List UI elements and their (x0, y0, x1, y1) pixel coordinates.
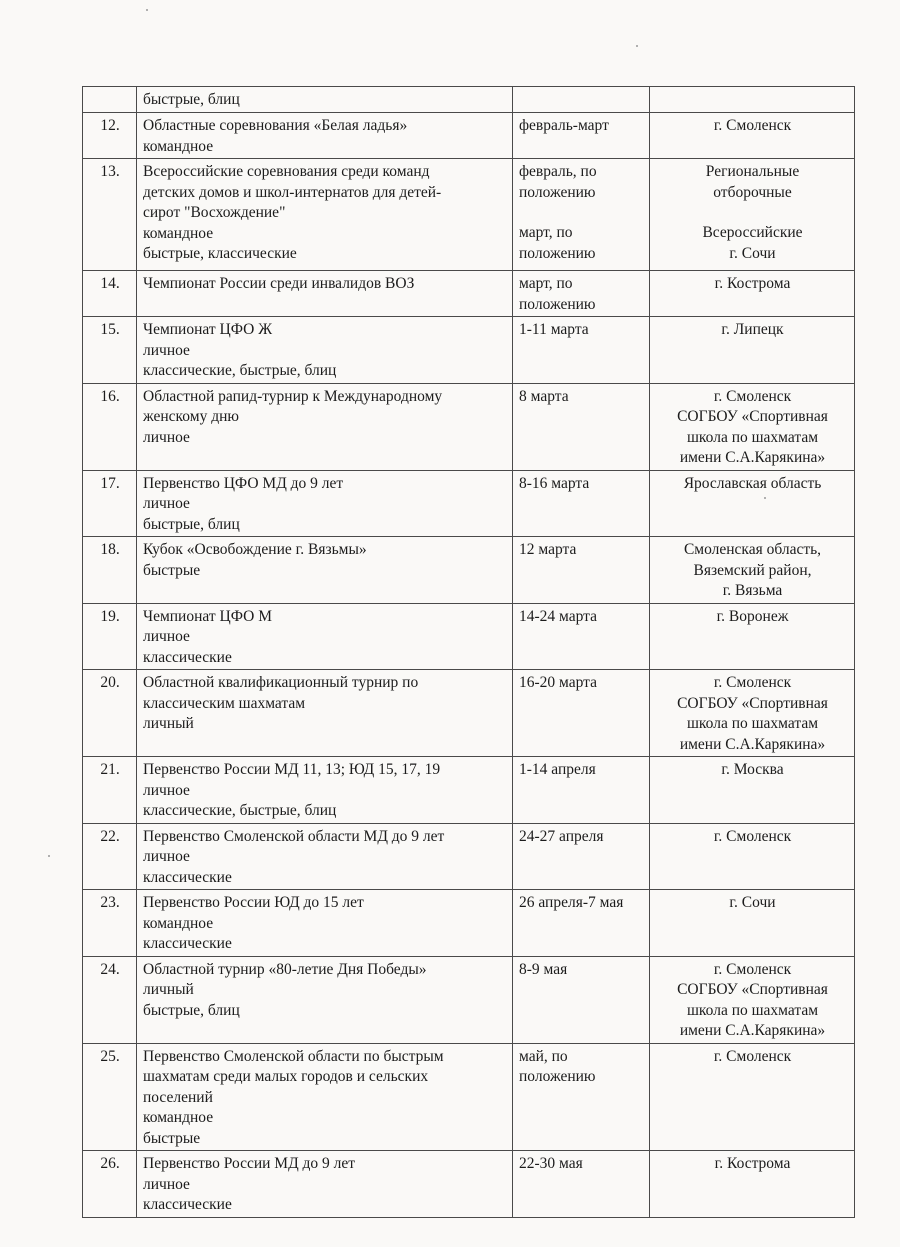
cell-line: г. Сочи (729, 244, 776, 262)
row-number-cell (83, 159, 137, 271)
cell-line: классические, быстрые, блиц (143, 362, 337, 379)
cell-line: быстрые, классические (143, 245, 297, 262)
cell-line: Первенство России МД до 9 лет (143, 1155, 356, 1172)
cell-line: классические (143, 1196, 232, 1213)
table-row (83, 87, 855, 113)
competition-schedule-table (82, 86, 855, 1218)
cell-line: Областной турнир «80-летие Дня Победы» (143, 960, 427, 978)
cell-line: 12 марта (519, 541, 577, 558)
scan-speck (48, 855, 50, 857)
cell-line: личное (143, 428, 190, 446)
row-number-cell (83, 383, 137, 470)
cell-line: г. Смоленск (713, 387, 792, 405)
cell-line: школа по шахматам (686, 428, 819, 446)
event-name-cell (137, 271, 513, 317)
cell-line: личное (143, 848, 190, 865)
cell-line: Ярославская область (683, 474, 822, 492)
cell-line: положению (519, 1068, 596, 1085)
location-cell (650, 1043, 855, 1151)
row-number: 12. (100, 117, 120, 134)
cell-line: г. Кострома (714, 275, 791, 292)
cell-line: шахматам среди малых городов и сельских (143, 1068, 429, 1085)
cell-line: Первенство Смоленской области по быстрым (143, 1047, 444, 1065)
cell-line: г. Воронеж (716, 607, 789, 625)
cell-line: личное (143, 781, 190, 799)
row-number: 17. (100, 474, 120, 492)
row-number-cell (83, 823, 137, 890)
cell-line: Всероссийские (702, 224, 803, 241)
event-name-cell (137, 383, 513, 470)
cell-line: положению (519, 244, 596, 262)
scan-speck (146, 9, 148, 11)
cell-line: положению (519, 183, 596, 201)
row-number-cell (83, 113, 137, 159)
event-name-cell (137, 537, 513, 604)
cell-line: Первенство Смоленской области МД до 9 лет (143, 827, 445, 845)
cell-line: быстрые, блиц (143, 91, 240, 108)
cell-line: г. Кострома (714, 1155, 791, 1172)
dates-cell (513, 670, 650, 757)
cell-line: г. Москва (721, 761, 784, 778)
cell-line: май, по (519, 1047, 568, 1065)
cell-line: быстрые, блиц (143, 515, 240, 533)
table-body (83, 87, 855, 1218)
event-name-cell (137, 470, 513, 537)
table-row (83, 317, 855, 384)
cell-line: г. Липецк (721, 321, 784, 338)
row-number-cell (83, 670, 137, 757)
cell-line: женскому дню (143, 408, 239, 425)
cell-line: Всероссийские соревнования среди команд (143, 163, 430, 180)
cell-line: Вяземский район, (693, 561, 812, 579)
row-number: 18. (100, 541, 120, 558)
cell-line: Первенство России ЮД до 15 лет (143, 894, 364, 911)
cell-line: Областные соревнования «Белая ладья» (143, 117, 408, 134)
cell-line: СОГБОУ «Спортивная (677, 408, 828, 425)
dates-cell (513, 317, 650, 384)
cell-line: личное (143, 341, 190, 359)
cell-line: 26 апреля-7 мая (519, 894, 624, 911)
location-cell (650, 1151, 855, 1218)
event-name-cell (137, 757, 513, 824)
cell-line: 22-30 мая (519, 1155, 583, 1172)
cell-line: 8 марта (519, 387, 569, 405)
row-number-cell (83, 317, 137, 384)
cell-line: 1-14 апреля (519, 761, 596, 778)
cell-line: 8-16 марта (519, 474, 590, 492)
row-number-cell (83, 271, 137, 317)
row-number: 23. (100, 894, 120, 911)
cell-line: положению (519, 295, 596, 313)
table-row (83, 1043, 855, 1151)
row-number: 16. (100, 387, 120, 405)
cell-line: командное (143, 224, 214, 242)
cell-line: г. Смоленск (713, 674, 792, 691)
cell-line: Чемпионат ЦФО М (143, 607, 273, 625)
cell-line: Смоленская область, (683, 541, 822, 558)
event-name-cell (137, 159, 513, 271)
cell-line: личный (143, 981, 194, 998)
row-number-cell (83, 890, 137, 957)
cell-line: 24-27 апреля (519, 827, 604, 845)
cell-line: классические, быстрые, блиц (143, 802, 337, 819)
cell-line: школа по шахматам (686, 1001, 819, 1019)
dates-cell (513, 823, 650, 890)
cell-line: школа по шахматам (686, 715, 819, 732)
row-number: 20. (100, 674, 120, 691)
row-number-cell (83, 470, 137, 537)
dates-cell (513, 757, 650, 824)
cell-line: быстрые (143, 1129, 201, 1147)
dates-cell (513, 890, 650, 957)
cell-line: командное (143, 137, 214, 155)
cell-line: классическим шахматам (143, 694, 306, 712)
table-row (83, 890, 855, 957)
table-row (83, 537, 855, 604)
cell-line: Областной квалификационный турнир по (143, 674, 419, 691)
cell-line: г. Сочи (729, 894, 776, 911)
cell-line: СОГБОУ «Спортивная (677, 694, 828, 712)
location-cell (650, 823, 855, 890)
cell-line: Первенство России МД 11, 13; ЮД 15, 17, 19 (143, 761, 441, 778)
table-row (83, 383, 855, 470)
cell-line: личное (143, 628, 190, 645)
event-name-cell (137, 1043, 513, 1151)
event-name-cell (137, 603, 513, 670)
cell-line: личный (143, 715, 194, 732)
cell-line: отборочные (713, 183, 792, 201)
cell-line: г. Смоленск (713, 960, 792, 978)
row-number-cell (83, 956, 137, 1043)
row-number: 15. (100, 321, 120, 338)
dates-cell (513, 956, 650, 1043)
location-cell (650, 890, 855, 957)
row-number-cell (83, 537, 137, 604)
cell-line: Кубок «Освобождение г. Вязьмы» (143, 541, 367, 558)
cell-line: сирот "Восхождение" (143, 204, 286, 221)
cell-line: имени С.А.Карякина» (679, 449, 826, 466)
cell-line: имени С.А.Карякина» (679, 735, 826, 753)
cell-line: командное (143, 914, 214, 932)
dates-cell (513, 603, 650, 670)
event-name-cell (137, 823, 513, 890)
cell-line: Региональные (705, 163, 800, 180)
table-row (83, 603, 855, 670)
table-row (83, 670, 855, 757)
cell-line: имени С.А.Карякина» (679, 1022, 826, 1039)
cell-line: 16-20 марта (519, 674, 598, 691)
row-number: 13. (100, 163, 120, 180)
dates-cell (513, 537, 650, 604)
row-number: 14. (100, 275, 120, 292)
cell-line: быстрые, блиц (143, 1001, 240, 1019)
event-name-cell (137, 670, 513, 757)
event-name-cell (137, 956, 513, 1043)
location-cell (650, 956, 855, 1043)
dates-cell (513, 113, 650, 159)
cell-line: г. Смоленск (713, 1047, 792, 1065)
dates-cell (513, 87, 650, 113)
cell-line: март, по (519, 275, 573, 292)
cell-line: г. Смоленск (713, 117, 792, 134)
cell-line: Первенство ЦФО МД до 9 лет (143, 474, 344, 492)
table-row (83, 113, 855, 159)
scan-speck (636, 45, 638, 47)
cell-line: март, по (519, 224, 573, 241)
table-row (83, 159, 855, 271)
dates-cell (513, 159, 650, 271)
table-row (83, 271, 855, 317)
scan-speck (764, 497, 766, 499)
row-number-cell (83, 87, 137, 113)
cell-line: Чемпионат России среди инвалидов ВОЗ (143, 275, 415, 292)
cell-line: 1-11 марта (519, 321, 589, 338)
table-row (83, 470, 855, 537)
row-number-cell (83, 603, 137, 670)
cell-line: детских домов и школ-интернатов для детей- (143, 183, 442, 201)
row-number: 24. (100, 960, 120, 978)
event-name-cell (137, 890, 513, 957)
row-number: 26. (100, 1155, 120, 1172)
row-number: 21. (100, 761, 120, 778)
location-cell (650, 537, 855, 604)
cell-line: быстрые (143, 561, 201, 579)
row-number-cell (83, 1151, 137, 1218)
dates-cell (513, 470, 650, 537)
cell-line: 14-24 марта (519, 607, 598, 625)
location-cell (650, 159, 855, 271)
cell-line: СОГБОУ «Спортивная (677, 981, 828, 998)
location-cell (650, 670, 855, 757)
row-number-cell (83, 757, 137, 824)
location-cell (650, 271, 855, 317)
cell-line: февраль, по (519, 163, 597, 180)
cell-line: Областной рапид-турнир к Международному (143, 387, 443, 405)
row-number: 22. (100, 827, 120, 845)
cell-line: классические (143, 935, 232, 952)
dates-cell (513, 383, 650, 470)
cell-line: февраль-март (519, 117, 609, 134)
table-row (83, 823, 855, 890)
cell-line: г. Вязьма (722, 582, 783, 599)
cell-line: 8-9 мая (519, 960, 568, 978)
table-row (83, 1151, 855, 1218)
table-row (83, 956, 855, 1043)
location-cell (650, 317, 855, 384)
cell-line: классические (143, 648, 232, 666)
dates-cell (513, 1043, 650, 1151)
dates-cell (513, 271, 650, 317)
location-cell (650, 470, 855, 537)
cell-line: командное (143, 1109, 214, 1126)
event-name-cell (137, 1151, 513, 1218)
location-cell (650, 383, 855, 470)
event-name-cell (137, 317, 513, 384)
location-cell (650, 603, 855, 670)
location-cell (650, 113, 855, 159)
cell-line: личное (143, 1175, 190, 1193)
dates-cell (513, 1151, 650, 1218)
cell-line: классические (143, 868, 232, 886)
table-row (83, 757, 855, 824)
row-number: 25. (100, 1047, 120, 1065)
row-number: 19. (100, 607, 120, 625)
cell-line: поселений (143, 1088, 213, 1106)
cell-line: г. Смоленск (713, 827, 792, 845)
cell-line: личное (143, 495, 190, 512)
event-name-cell (137, 87, 513, 113)
location-cell (650, 757, 855, 824)
event-name-cell (137, 113, 513, 159)
cell-line: Чемпионат ЦФО Ж (143, 321, 273, 338)
row-number-cell (83, 1043, 137, 1151)
location-cell (650, 87, 855, 113)
